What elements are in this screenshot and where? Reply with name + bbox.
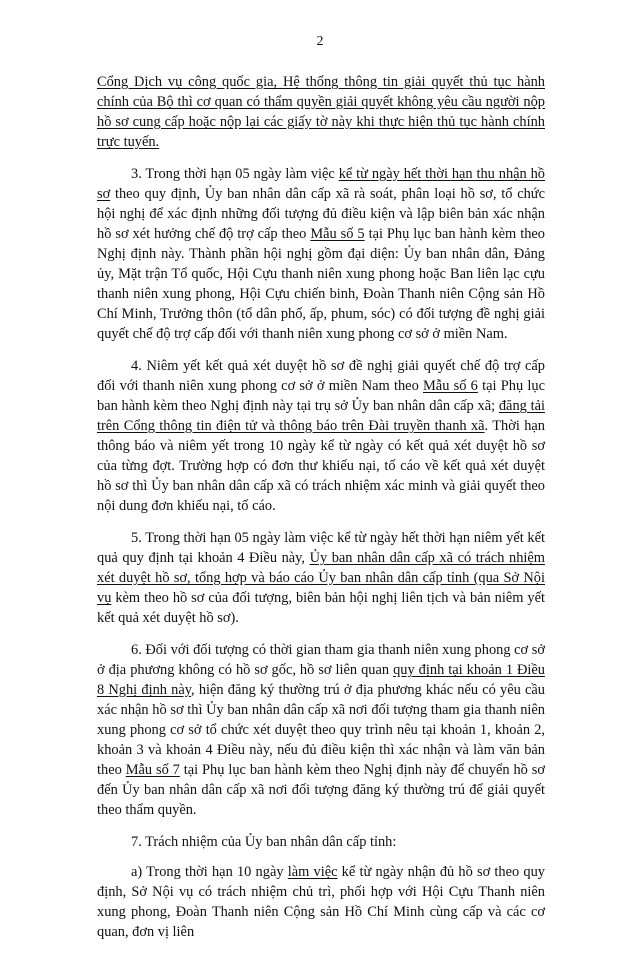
- text-segment: kèm theo hồ sơ của đối tượng, biên bản hội nghị liên tịch và bản niêm yết kết quả xét duyệt hồ sơ).: [97, 590, 545, 626]
- document-body: [97, 72, 545, 954]
- text-segment: 7. Trách nhiệm của Ủy ban nhân dân cấp tỉnh:: [131, 834, 397, 850]
- text-segment: 5. Trong thời hạn 05 ngày làm việc kể từ ngày hết thời hạn niêm yết kết quả quy định tại khoản 4 Điều này,: [97, 530, 545, 566]
- text-segment: kể từ ngày nhận đủ hồ sơ theo quy định, Sở Nội vụ có trách nhiệm chủ trì, phối hợp với Hội Cựu Thanh niên xung phong, Đoàn Thanh niên Cộng sản Hồ Chí Minh cùng cấp và các cơ quan, đơn vị liên: [97, 864, 545, 940]
- paragraph-clause-3: [97, 164, 545, 344]
- paragraph-continuation: [97, 72, 545, 152]
- underlined-segment: Ủy ban nhân dân cấp xã có trách nhiệm xét duyệt hồ sơ, tổng hợp và báo cáo Ủy ban nhân dân cấp tỉnh (qua Sở Nội vụ: [97, 550, 545, 606]
- paragraph-clause-7: [97, 832, 545, 852]
- text-segment: Cổng Dịch vụ công quốc gia, Hệ thống thông tin giải quyết thủ tục hành chính của Bộ thì cơ quan có thẩm quyền giải quyết không yêu cầu người nộp hồ sơ cung cấp hoặc nộp lại các giấy tờ này khi thực hiện thủ tục hành chính trực tuyến.: [97, 74, 545, 150]
- paragraph-clause-7a: [97, 862, 545, 942]
- underlined-segment: kể từ ngày hết thời hạn thu nhận hồ sơ: [97, 166, 545, 202]
- paragraph-clause-6: [97, 640, 545, 820]
- text-segment: , hiện đăng ký thường trú ở địa phương khác nếu có yêu cầu xác nhận hồ sơ thì Ủy ban nhân dân cấp xã nơi đối tượng tham gia thanh niên xung phong cơ sở tổ chức xét duyệt theo quy trình nêu tại khoản 1, khoản 2, khoản 3 và khoản 4 Điều này, nếu đủ điều kiện thì xác nhận và làm văn bản theo: [97, 682, 545, 778]
- underlined-segment: đăng tải trên Cổng thông tin điện tử và thông báo trên Đài truyền thanh xã: [97, 398, 545, 434]
- underlined-segment: quy định tại khoản 1 Điều 8 Nghị định này: [97, 662, 545, 698]
- text-segment: tại Phụ lục ban hành kèm theo Nghị định này. Thành phần hội nghị gồm đại diện: Ủy ban nhân dân, Đảng ủy, Mặt trận Tổ quốc, Hội Cựu thanh niên xung phong hoặc Ban liên lạc cựu thanh niên xung phong, Hội Cựu chiến binh, Đoàn Thanh niên Cộng sản Hồ Chí Minh, Trưởng thôn (tổ dân phố, ấp, phum, sóc) có đối tượng đề nghị giải quyết chế độ trợ cấp đối với thanh niên xung phong cơ sở ở miền Nam.: [97, 226, 545, 342]
- text-segment: theo quy định, Ủy ban nhân dân cấp xã rà soát, phân loại hồ sơ, tổ chức hội nghị để xác định những đối tượng đủ điều kiện và lập biên bản xác nhận hồ sơ xét hưởng chế độ trợ cấp theo: [97, 186, 545, 242]
- text-segment: . Thời hạn thông báo và niêm yết trong 10 ngày kể từ ngày có kết quả xét duyệt hồ sơ của từng đợt. Trường hợp có đơn thư khiếu nại, tố cáo về kết quả xét duyệt hồ sơ thì Ủy ban nhân dân cấp xã có trách nhiệm xác minh và giải quyết theo nội dung đơn khiếu nại, tố cáo.: [97, 418, 545, 514]
- text-segment: tại Phụ lục ban hành kèm theo Nghị định này để chuyển hồ sơ đến Ủy ban nhân dân cấp xã nơi đối tượng đăng ký thường trú để giải quyết theo thẩm quyền.: [97, 762, 545, 818]
- text-segment: a) Trong thời hạn 10 ngày: [131, 864, 288, 880]
- paragraph-clause-4: [97, 356, 545, 516]
- text-segment: 3. Trong thời hạn 05 ngày làm việc: [131, 166, 339, 182]
- page-number: 2: [316, 34, 324, 49]
- form-reference-link: Mẫu số 5: [310, 226, 365, 242]
- underlined-segment: làm việc: [287, 864, 338, 880]
- text-segment: tại Phụ lục ban hành kèm theo Nghị định này tại trụ sở Ủy ban nhân dân cấp xã;: [97, 378, 545, 414]
- text-segment: 6. Đối với đối tượng có thời gian tham gia thanh niên xung phong cơ sở ở địa phương không có hồ sơ gốc, hồ sơ liên quan: [97, 642, 545, 678]
- paragraph-clause-5: [97, 528, 545, 628]
- form-reference-link: Mẫu số 6: [423, 378, 478, 394]
- form-reference-link: Mẫu số 7: [125, 762, 180, 778]
- text-segment: 4. Niêm yết kết quả xét duyệt hồ sơ đề nghị giải quyết chế độ trợ cấp đối với thanh niên xung phong cơ sở ở miền Nam theo: [97, 358, 545, 394]
